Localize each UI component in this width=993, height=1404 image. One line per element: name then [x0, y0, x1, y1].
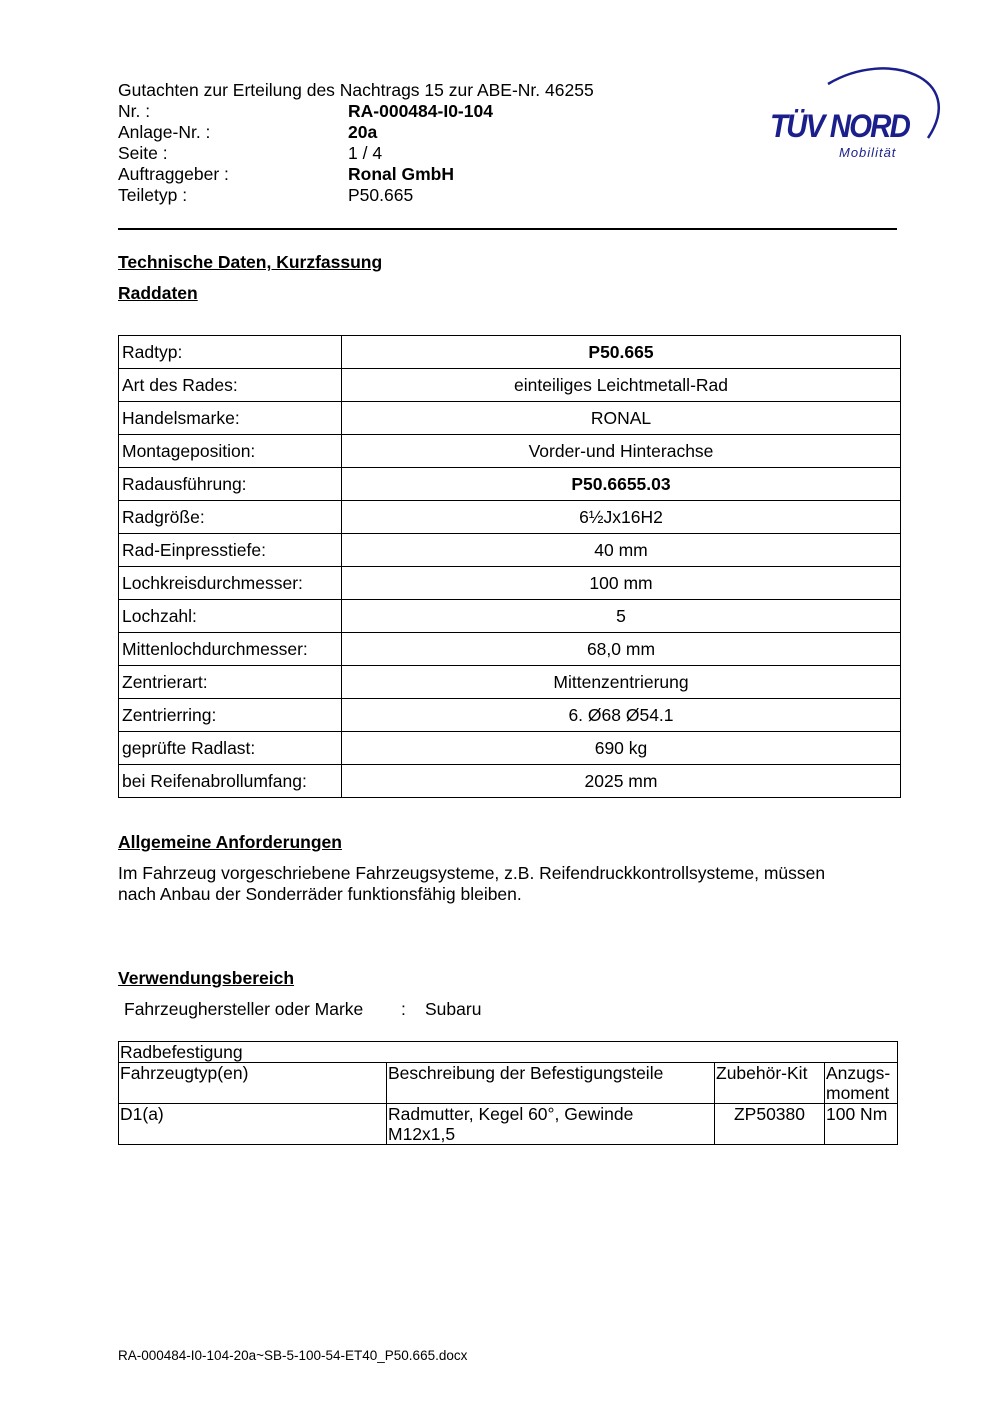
row-value: 68,0 mm — [342, 633, 901, 666]
row-label: Mittenlochdurchmesser: — [119, 633, 342, 666]
table-title-cell: Radbefestigung — [119, 1042, 898, 1063]
table-row — [119, 336, 901, 369]
table-row — [119, 402, 901, 435]
row-value: 100 mm — [342, 567, 901, 600]
hersteller-separator: : — [401, 999, 406, 1019]
allgemein-text — [118, 863, 825, 905]
row-label: Zentrierart: — [119, 666, 342, 699]
row-value: 690 kg — [342, 732, 901, 765]
row-value: Mittenzentrierung — [342, 666, 901, 699]
cell-line: M12x1,5 — [388, 1124, 456, 1144]
cell-line: Radmutter, Kegel 60°, Gewinde — [388, 1104, 634, 1124]
row-label: Art des Rades: — [119, 369, 342, 402]
footer-filename: RA-000484-I0-104-20a~SB-5-100-54-ET40_P50.665.docx — [118, 1348, 468, 1363]
table-row — [119, 600, 901, 633]
cell-beschreibung — [387, 1104, 715, 1145]
logo-text: TÜV NORD — [770, 108, 910, 144]
header-value: RA-000484-I0-104 — [348, 101, 493, 121]
row-value: RONAL — [342, 402, 901, 435]
row-value: 2025 mm — [342, 765, 901, 798]
header-cell-anzugsmoment — [825, 1063, 898, 1104]
cell-anzugsmoment: 100 Nm — [825, 1104, 898, 1145]
row-label: Lochzahl: — [119, 600, 342, 633]
row-label: Lochkreisdurchmesser: — [119, 567, 342, 600]
table-row — [119, 1042, 898, 1063]
logo-subtitle: Mobilität — [839, 145, 897, 160]
cell-zubehoer-kit: ZP50380 — [715, 1104, 825, 1145]
table-row — [119, 732, 901, 765]
header-key: Auftraggeber : — [118, 164, 229, 184]
header-value: 20a — [348, 122, 378, 142]
row-value: P50.665 — [342, 336, 901, 369]
hersteller-value: Subaru — [425, 999, 482, 1019]
row-value: P50.6655.03 — [342, 468, 901, 501]
table-row — [119, 1104, 898, 1145]
radbefestigung-table — [118, 1041, 898, 1145]
row-value: 6. Ø68 Ø54.1 — [342, 699, 901, 732]
header-value: 1 / 4 — [348, 143, 383, 163]
table-row — [119, 666, 901, 699]
header-divider — [118, 228, 897, 230]
section-technische-daten: Technische Daten, Kurzfassung — [118, 252, 383, 272]
header-key: Anlage-Nr. : — [118, 122, 211, 142]
table-header-row — [119, 1063, 898, 1104]
header-value: Ronal GmbH — [348, 164, 454, 184]
raddaten-table — [118, 335, 901, 798]
header-line: Anzugs- — [826, 1063, 891, 1083]
table-row — [119, 534, 901, 567]
row-label: Rad-Einpresstiefe: — [119, 534, 342, 567]
table-row — [119, 369, 901, 402]
row-label: Montageposition: — [119, 435, 342, 468]
header-value: P50.665 — [348, 185, 414, 205]
row-label: Radgröße: — [119, 501, 342, 534]
row-value: einteiliges Leichtmetall-Rad — [342, 369, 901, 402]
row-label: geprüfte Radlast: — [119, 732, 342, 765]
document-title: Gutachten zur Erteilung des Nachtrags 15 zur ABE-Nr. 46255 — [118, 80, 594, 100]
tuev-nord-logo — [768, 58, 948, 166]
table-row — [119, 765, 901, 798]
row-label: Radtyp: — [119, 336, 342, 369]
header-key: Teiletyp : — [118, 185, 188, 205]
table-row — [119, 435, 901, 468]
row-label: Zentrierring: — [119, 699, 342, 732]
section-allgemeine-anforderungen: Allgemeine Anforderungen — [118, 832, 342, 852]
header-cell-zubehoer-kit: Zubehör-Kit — [715, 1063, 825, 1104]
table-row — [119, 468, 901, 501]
row-label: bei Reifenabrollumfang: — [119, 765, 342, 798]
row-value: 6½Jx16H2 — [342, 501, 901, 534]
row-label: Radausführung: — [119, 468, 342, 501]
header-key: Seite : — [118, 143, 168, 163]
header-key: Nr. : — [118, 101, 151, 121]
table-row — [119, 633, 901, 666]
row-value: 40 mm — [342, 534, 901, 567]
table-row — [119, 699, 901, 732]
allgemein-text-line: Im Fahrzeug vorgeschriebene Fahrzeugsysteme, z.B. Reifendruckkontrollsysteme, müssen — [118, 863, 826, 883]
table-row — [119, 501, 901, 534]
cell-fahrzeugtyp: D1(a) — [119, 1104, 387, 1145]
row-value: Vorder-und Hinterachse — [342, 435, 901, 468]
header-line: moment — [826, 1083, 890, 1103]
table-row — [119, 567, 901, 600]
hersteller-label: Fahrzeughersteller oder Marke — [124, 999, 364, 1019]
section-verwendungsbereich: Verwendungsbereich — [118, 968, 295, 988]
allgemein-text-line: nach Anbau der Sonderräder funktionsfähig bleiben. — [118, 884, 522, 904]
section-raddaten: Raddaten — [118, 283, 198, 303]
row-value: 5 — [342, 600, 901, 633]
header-cell-beschreibung: Beschreibung der Befestigungsteile — [387, 1063, 715, 1104]
header-cell-fahrzeugtyp: Fahrzeugtyp(en) — [119, 1063, 387, 1104]
row-label: Handelsmarke: — [119, 402, 342, 435]
